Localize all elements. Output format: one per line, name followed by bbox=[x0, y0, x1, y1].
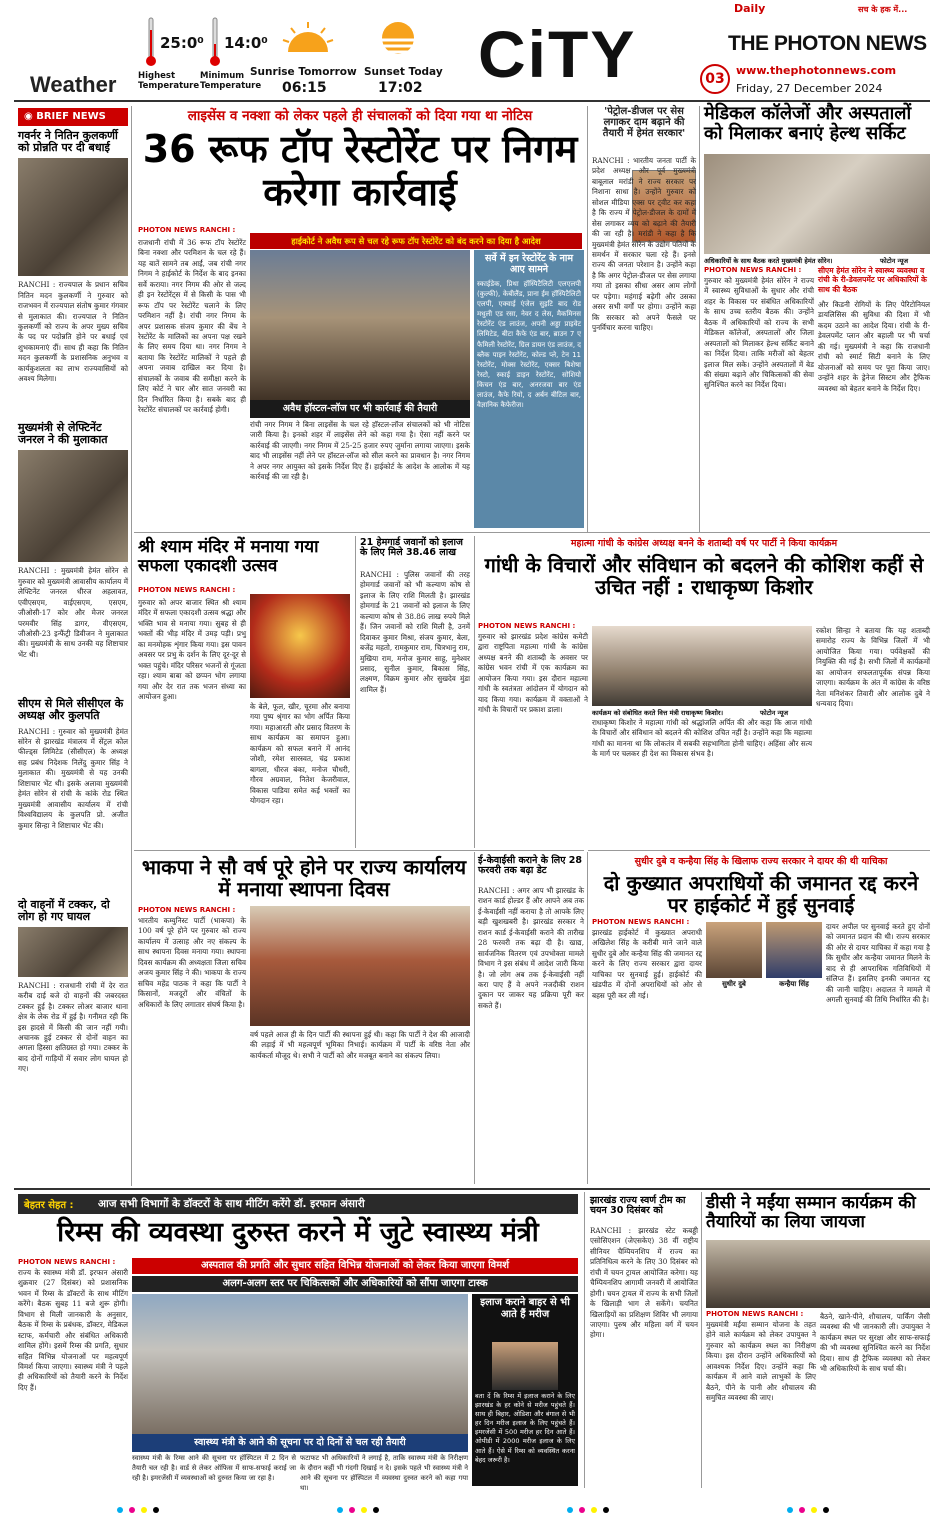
tagline: सच के हक में... bbox=[858, 5, 908, 14]
health-box bbox=[472, 1294, 578, 1486]
brief-photo bbox=[18, 450, 128, 562]
bhakpa-text: भारतीय कम्युनिस्ट पार्टी (भाकपा) के 100 वर्ष पूरे होने पर गुरुवार को राज्य कार्यालय में उत्साह और नए संकल्प के साथ स्थापना दिवस मनाया गया। स्थापना दिवस कार्यक्रम की अध्यक्षता जिला सचिव अजय कुमार सिंह ने की। भाकपा के राज्य सचिव महेंद्र पाठक ने कहा कि पार्टी ने किसानों, मजदूरों और वंचितों के अधिकारों के लिए लगातार संघर्ष किया है। bbox=[138, 916, 246, 1009]
lead-text-2: रांची नगर निगम ने बिना लाइसेंस के चल रहे हॉस्टल-लॉज संचालकों को भी नोटिस जारी किया है। इनको शहर में लाइसेंस लेने को कहा गया है। ऐसा नहीं करने पर कार्रवाई की जाएगी। नगर निगम में 25-25 हजार रुपए जुर्माना लगाया जाएगा। इसके बाद भी लाइसेंस नहीं लेने पर हॉस्टल-लॉज को सील करने का प्रावधान है। नगर निगम ने अपर नगर आयुक्त को इसके निर्देश दिए हैं। हाईकोर्ट के आदेश के आलोक में यह कार्रवाई की जा रही है। bbox=[250, 420, 470, 482]
shyam-text-2: के बेले, फूल, खीर, चूरमा और बनाया गया पुष्प श्रृंगार का भोग अर्पित किया गया। महाआरती और प्रसाद वितरण के साथ कार्यक्रम का समापन हुआ। कार्यक्रम को सफल बनाने में आनंद जोशी, रमेश सारस्वत, चंद्र प्रकाश बागला, धीरज बंका, मनोज चौधरी, गौरव अग्रवाल, नितेश केजरीवाल, विकास पाडिया समेत कई भक्तों का योगदान रहा। bbox=[250, 702, 350, 805]
header-divider bbox=[14, 100, 930, 102]
brief-text: RANCHI : गुरुवार को मुख्यमंत्री हेमंत सोरेन से झारखंड मंत्रालय में सेंट्रल कोल फील्ड्स लिमिटेड (सीसीएल) के अध्यक्ष सह प्रबंध निदेशक निलेंदु कुमार सिंह ने मुलाकात की। मुख्यमंत्री से यह उनकी शिष्टाचार भेंट थी। इसके अलावा मुख्यमंत्री हेमंत सोरेन से रांची के कांके रोड स्थित मुख्यमंत्री आवासीय कार्यालय में रांची विश्वविद्यालय के कुलपति प्रो. अजीत कुमार सिन्हा ने शिष्टाचार भेंट की। bbox=[18, 726, 128, 830]
court-byline: PHOTON NEWS RANCHI : bbox=[592, 918, 690, 926]
health-tag: बेहतर सेहत : bbox=[24, 1200, 74, 1211]
jawan-text: RANCHI : पुलिस जवानों की तरह होमगार्ड जवानों को भी कल्याण कोष से इलाज के लिए राशि मिलती है। झारखंड होमगार्ड के 21 जवानों को इलाज के लिए कल्याण कोष से 38.86 लाख रुपये मिले हैं। जिन जवानों को राशि मिली है, उनमें दिवाकर कुमार मिश्रा, संजय कुमार, बेला, बजेंद्र महतो, रामकुमार राम, चित्रभानु राम, मुखिया राम, मनोज कुमार साहू, मुनेश्वर प्रसाद, सुनील कुमार, बिकास सिंह, लक्ष्मण, विक्रम कुमार और सुखदेव मुंडा शामिल हैं। bbox=[360, 570, 470, 694]
sunset-icon bbox=[372, 18, 424, 54]
column-rule bbox=[587, 852, 588, 1184]
thermometer-low-icon bbox=[210, 18, 220, 68]
high-temp: 25:0⁰ bbox=[160, 34, 204, 52]
gandhi-text-2: राधाकृष्ण किशोर ने महात्मा गांधी को श्रद्धांजलि अर्पित की और कहा कि आज गांधी के विचारों और संविधान को बदलने की कोशिश उचित नहीं है। उन्होंने कहा कि महात्मा गांधी का मानना था कि लोकतंत्र में सबकी सहभागिता होनी चाहिए। अहिंसा और सत्य के मार्ग पर चलकर ही देश का विकास संभव है। bbox=[592, 718, 812, 759]
lead-sidebar bbox=[474, 250, 584, 528]
issue-date: Friday, 27 December 2024 bbox=[736, 82, 883, 95]
petrol-title: 'पेट्रोल-डीजल पर सेस लगाकर दाम बढ़ाने की तैयारी में हेमंत सरकार' bbox=[602, 106, 686, 139]
health-kicker: आज सभी विभागों के डॉक्टरों के साथ मीटिंग करेंगे डॉ. इरफान अंसारी bbox=[98, 1198, 365, 1210]
section-divider bbox=[134, 532, 930, 533]
dc-text: मुख्यमंत्री मईंया सम्मान योजना के तहत होने वाले कार्यक्रम को लेकर उपायुक्त ने गुरुवार को कार्यक्रम स्थल का निरीक्षण किया। इस दौरान उन्होंने अधिकारियों को आवश्यक निर्देश दिए। उन्होंने कहा कि कार्यक्रम में आने वाले लाभुकों के लिए बैठने, पीने के पानी और शौचालय की समुचित व्यवस्था की जाए। bbox=[706, 1320, 816, 1403]
column-rule bbox=[699, 106, 700, 532]
petrol-text: RANCHI : भारतीय जनता पार्टी के प्रदेश अध्यक्ष और पूर्व मुख्यमंत्री बाबूलाल मरांडी ने राज्य सरकार पर निशाना साधा है। उन्होंने गुरुवार को सोशल मीडिया एक्स पर ट्वीट कर कहा है कि राज्य में पेट्रोल-डीजल के दामों में सेस लगाकर व्यय को बढ़ाने की तैयारी की जा रही है। मरांडी ने कहा है कि मुख्यमंत्री हेमंत सोरेन के उद्योग पतियों के समर्थन में सरकार चला रहे हैं। इनसे राज्य की जनता परेशान है। उन्होंने कहा है कि अगर पेट्रोल-डीजल पर सेस लगाया गया तो इसका सीधा असर आम लोगों पर पड़ेगा। महंगाई बढ़ेगी और उसका असर सभी वर्गों पर होगा। उन्होंने कहा कि सरकार को अपने फैसले पर पुनर्विचार करना चाहिए। bbox=[592, 156, 696, 332]
lead-byline: PHOTON NEWS RANCHI : bbox=[138, 226, 236, 234]
court-text-2: दायर अपील पर सुनवाई करते हुए दोनों को जमानत प्रदान की थी। राज्य सरकार की ओर से दायर याचिका में कहा गया है कि सुधीर और कन्हैया जमानत मिलने के बाद से ही आपराधिक गतिविधियों में संलिप्त हैं। इसलिए इनकी जमानत रद्द की जानी चाहिए। अदालत ने मामले में अगली सुनवाई की तिथि निर्धारित की है। bbox=[826, 922, 930, 1005]
bhakpa-photo bbox=[250, 906, 470, 1026]
court-photo-2 bbox=[766, 922, 822, 978]
brief-news-label bbox=[18, 108, 128, 126]
jawan-title: 21 हेमगार्ड जवानों को इलाज के लिए मिले 38.46 लाख bbox=[360, 537, 463, 559]
page-number: 03 bbox=[700, 64, 730, 94]
sunrise-time: 06:15 bbox=[282, 80, 327, 96]
medical-title: मेडिकल कॉलेजों और अस्पतालों को मिलाकर बनाएं हेल्थ सर्किट bbox=[704, 103, 912, 144]
shyam-byline: PHOTON NEWS RANCHI : bbox=[138, 586, 236, 594]
court-title: दो कुख्यात अपराधियों की जमानत रद्द करने पर हाईकोर्ट में हुई सुनवाई bbox=[603, 871, 919, 917]
column-rule bbox=[355, 536, 356, 848]
lead-photo-caption: अवैध हॉस्टल-लॉज पर भी कार्रवाई की तैयारी bbox=[250, 400, 470, 418]
health-text-3: फटाफट भी अधिकारियों ने लगाई है, ताकि स्वास्थ्य मंत्री के निरीक्षण के दौरान कहीं भी गंदगी दिखाई न दे। इसके पहले भी स्वास्थ्य मंत्री ने आने की सूचना पर हॉस्पिटल में व्यवस्था दुरुस्त करने को कहा गया था। bbox=[300, 1454, 468, 1492]
lead-photo bbox=[250, 250, 470, 400]
lead-headline: 36 रूफ टॉप रेस्टोरेंट पर निगम करेगा कार्रवाई bbox=[142, 127, 578, 214]
court-photo-1 bbox=[706, 922, 762, 978]
brief-item bbox=[18, 128, 128, 1184]
health-byline: PHOTON NEWS RANCHI : bbox=[18, 1258, 116, 1266]
gandhi-photo-caption: कार्यक्रम को संबोधित करते वित्त मंत्री राधाकृष्ण किशोर। bbox=[592, 709, 724, 717]
kabaddi-text: RANCHI : झारखंड स्टेट कबड्डी एसोसिएशन (जेएसकेए) 38 वीं राष्ट्रीय सीनियर चैम्पियनशिप में राज्य का प्रतिनिधित्व करने के लिए 30 दिसंबर को रांची में चयन ट्रायल आयोजित करेगा। यह चैम्पियनशिप आगामी जनवरी में आयोजित होगी। चयन ट्रायल में राज्य के सभी जिलों के खिलाड़ी भाग ले सकेंगे। चयनित खिलाड़ियों का प्रशिक्षण शिविर भी लगाया जाएगा। पुरुष और महिला वर्ग में चयन होगा। bbox=[590, 1226, 698, 1340]
bhakpa-title: भाकपा ने सौ वर्ष पूरे होने पर राज्य कार्यालय में मनाया स्थापना दिवस bbox=[141, 855, 467, 901]
lead-banner: हाईकोर्ट ने अवैध रूप से चल रहे रूफ टॉप रेस्टोरेंट को बंद करने का दिया है आदेश bbox=[250, 233, 582, 249]
min-temp: 14:0⁰ bbox=[224, 34, 268, 52]
gandhi-photo bbox=[592, 626, 812, 706]
column-rule bbox=[131, 106, 132, 1186]
bhakpa-text-2: वर्ष पहले आज ही के दिन पार्टी की स्थापना हुई थी। कहा कि पार्टी ने देश की आजादी की लड़ाई में भी महत्वपूर्ण भूमिका निभाई। कार्यक्रम में पार्टी के वरिष्ठ नेता और कार्यकर्ता मौजूद थे। सभी ने पार्टी को और मजबूत बनाने का संकल्प लिया। bbox=[250, 1030, 470, 1060]
health-box-text: बता दें कि रिम्स में इलाज कराने के लिए झारखंड के हर कोने से मरीज पहुंचते हैं। साथ ही बिहार, ओडिशा और बंगाल से भी हर दिन मरीज इलाज के लिए पहुंचते हैं। इमरजेंसी में 500 मरीज हर दिन आते हैं। ओपीडी में 2000 मरीज इलाज के लिए आते हैं। ऐसे में रिम्स को व्यवस्थित करना बेहद जरूरी है। bbox=[475, 1392, 575, 1464]
medical-text: गुरुवार को मुख्यमंत्री हेमंत सोरेन ने राज्य में स्वास्थ्य सुविधाओं के सुधार और रांची शहर के विकास पर संबंधित अधिकारियों के साथ उच्च स्तरीय बैठक की। उन्होंने बैठक में अधिकारियों को राज्य के सभी मेडिकल कॉलेजों, अस्पतालों और जिला अस्पतालों को मिलाकर हेल्थ सर्किट बनाने का निर्देश दिया। ताकि मरीजों को बेहतर इलाज मिल सके। उन्होंने अस्पतालों में बेड की संख्या बढ़ाने और चिकित्सकों की सेवा सुनिश्चित करने का निर्देश दिया। bbox=[704, 276, 814, 390]
website-link[interactable]: www.thephotonnews.com bbox=[736, 64, 897, 77]
brief-photo bbox=[18, 927, 128, 977]
court-text: झारखंड हाईकोर्ट में कुख्यात अपराधी अखिलेश सिंह के करीबी माने जाने वाले सुधीर दुबे और कन्हैया सिंह की जमानत रद्द करने के लिए राज्य सरकार द्वारा दायर याचिका पर सुनवाई हुई। हाईकोर्ट की खंडपीठ में दोनों अपराधियों को ओर से बहस पूरी कर ली गई। bbox=[592, 928, 702, 1000]
health-box-photo bbox=[492, 1342, 558, 1390]
dc-photo bbox=[706, 1240, 930, 1308]
section-divider bbox=[14, 1188, 930, 1190]
column-rule bbox=[587, 106, 588, 532]
daily-label: Daily bbox=[734, 2, 766, 15]
health-photo bbox=[132, 1294, 468, 1434]
medical-byline: PHOTON NEWS RANCHI : bbox=[704, 266, 802, 274]
health-strip-2: अलग-अलग स्तर पर चिकित्सकों और अधिकारियों को सौंपा जाएगा टास्क bbox=[132, 1276, 578, 1292]
column-rule bbox=[701, 1192, 702, 1488]
health-text: राज्य के स्वास्थ्य मंत्री डॉ. इरफान अंसारी शुक्रवार (27 दिसंबर) को प्रशासनिक भवन में रिम्स के डॉक्टरों के साथ मीटिंग करेंगे। बैठक सुबह 11 बजे शुरू होगी। विभाग से मिली जानकारी के अनुसार, बैठक में रिम्स के प्रबंधक, डॉक्टर, मेडिकल स्टाफ, कर्मचारी और संबंधित अधिकारी शामिल होंगे। इसमें रिम्स की प्रगति, सुधार सहित विभिन्न योजनाओं पर महत्वपूर्ण विमर्श किया जाएगा। स्वास्थ्य मंत्री ने पहले ही अधिकारियों को तैयारी करने के निर्देश दिए हैं। bbox=[18, 1268, 128, 1392]
high-temp-label: Highest Temperature bbox=[138, 71, 200, 91]
health-title: रिम्स की व्यवस्था दुरुस्त करने में जुटे स्वास्थ्य मंत्री bbox=[57, 1217, 539, 1248]
thermometer-high-icon bbox=[146, 18, 156, 68]
medical-text-2: और किडनी रोगियों के लिए पेरिटोनियल डायलिसिस की सुविधा की दिशा में भी कदम उठाने का आदेश दिया। रांची के री-डेवलपमेंट प्लान और बहाली पर भी चर्चा की गई। मुख्यमंत्री ने कहा कि राजधानी रांची को स्मार्ट सिटी बनाने के लिए योजनाओं को समय पर पूरा किया जाए। उन्होंने शहर के ड्रेनेज सिस्टम और ट्रैफिक व्यवस्था को बेहतर बनाने के निर्देश दिए। bbox=[818, 300, 930, 393]
lead-sidebar-title: सर्वे में इन रेस्टोरेंट के नाम आए सामने bbox=[484, 253, 574, 276]
brief-text: RANCHI : राज्यपाल के प्रधान सचिव नितिन मदन कुलकर्णी ने गुरुवार को राजभवन में राज्यपाल संतोष कुमार गंगवार से मुलाकात की। राज्यपाल ने नितिन कुलकर्णी को राज्य के अपर मुख्य सचिव के पद पर पदोन्नति होने पर बधाई एवं शुभकामनाएं दीं। साथ ही कहा कि नितिन मदन कुलकर्णी के प्रशासनिक अनुभव व कार्यकुशलता का लाभ राज्यवासियों को अवश्य मिलेगा। bbox=[18, 280, 128, 384]
gandhi-kicker: महात्मा गांधी के कांग्रेस अध्यक्ष बनने के शताब्दी वर्ष पर पार्टी ने किया कार्यक्रम bbox=[570, 538, 838, 549]
gandhi-title: गांधी के विचारों और संविधान को बदलने की कोशिश कहीं से उचित नहीं : राधाकृष्ण किशोर bbox=[484, 553, 924, 599]
health-strip bbox=[18, 1194, 578, 1214]
brief-news-text: BRIEF NEWS bbox=[36, 111, 106, 122]
health-strip-1: अस्पताल की प्रगति और सुधार सहित विभिन्न योजनाओं को लेकर किया जाएगा विमर्श bbox=[132, 1258, 578, 1274]
dc-title: डीसी ने मईंया सम्मान कार्यक्रम की तैयारियों का लिया जायजा bbox=[706, 1193, 916, 1232]
section-divider bbox=[134, 850, 584, 851]
shyam-photo bbox=[250, 594, 350, 698]
sunrise-label: Sunrise Tomorrow bbox=[250, 66, 357, 78]
dc-text-2: बैठने, खाने-पीने, शौचालय, पार्किंग जैसी व्यवस्था की भी जानकारी ली। उपायुक्त ने कार्यक्रम स्थल पर सुरक्षा और साफ-सफाई की भी व्यवस्था सुनिश्चित करने का निर्देश दिया। साथ ही ट्रैफिक व्यवस्था को लेकर भी अधिकारियों के साथ चर्चा की। bbox=[820, 1312, 930, 1374]
print-marks bbox=[100, 1500, 845, 1510]
section-title: CiTY bbox=[478, 17, 637, 91]
shyam-title: श्री श्याम मंदिर में मनाया गया सफला एकादशी उत्सव bbox=[138, 537, 319, 576]
sunset-label: Sunset Today bbox=[364, 66, 443, 78]
court-kicker: सुधीर दुबे व कन्हैया सिंह के खिलाफ राज्य सरकार ने दायर की थी याचिका bbox=[634, 856, 888, 867]
dc-byline: PHOTON NEWS RANCHI : bbox=[706, 1310, 804, 1318]
medical-sub: सीएम हेमंत सोरेन ने स्वास्थ्य व्यवस्था व रांची के री-डेवलपमेंट पर अधिकारियों के साथ की बैठक bbox=[818, 266, 927, 294]
masthead bbox=[0, 0, 945, 100]
gandhi-text-3: रकोश सिन्हा ने बताया कि यह शताब्दी समारोह राज्य के विभिन्न जिलों में भी आयोजित किया गया। पर्यवेक्षकों की नियुक्ति की गई है। सभी जिलों में कार्यक्रमों का आयोजन सफलतापूर्वक संपन्न किया जाएगा। कार्यक्रम के अंत में कांग्रेस के वरिष्ठ नेता मनिशंकर तिवारी और आलोक दुबे ने धन्यवाद दिया। bbox=[816, 626, 930, 709]
ekyc-text: RANCHI : अगर आप भी झारखंड के राशन कार्ड होल्डर हैं और आपने अब तक ई-केवाईसी नहीं कराया है तो आपके लिए बड़ी खुशखबरी है। झारखंड सरकार ने राशन कार्ड ई-केवाईसी कराने की तारीख 28 फरवरी तक बढ़ा दी है। खाद्य, सार्वजनिक वितरण एवं उपभोक्ता मामले विभाग ने इस संबंध में आदेश जारी किया है। जो लोग अब तक ई-केवाईसी नहीं करा पाए हैं वे अपने नजदीकी राशन दुकान पर जाकर यह प्रक्रिया पूरी कर सकते हैं। bbox=[478, 886, 584, 1010]
medical-photo-credit: फोटोन न्यूज bbox=[880, 257, 909, 265]
gandhi-photo-credit: फोटोन न्यूज bbox=[760, 709, 789, 717]
sunrise-icon bbox=[283, 22, 333, 52]
shyam-text: गुरुवार को अपर बाजार स्थित श्री श्याम मंदिर में सफला एकादशी उत्सव श्रद्धा और भक्ति भाव से मनाया गया। सुबह से ही भक्तों की भीड़ मंदिर में उमड़ पड़ी। प्रभु का मनमोहक शृंगार किया गया। इस पावन अवसर पर प्रभु के दर्शन के लिए दूर-दूर से भक्त पहुंचे। मंदिर परिसर भजनों से गूंजता रहा। श्याम बाबा को छप्पन भोग लगाया गया और देर रात तक भजन संध्या का आयोजन हुआ। bbox=[138, 598, 246, 701]
lead-text: राजधानी रांची में 36 रूफ टॉप रेस्टोरेंट बिना नक्शा और परमिशन के चल रहे हैं। यह बातें सामने तब आईं, जब रांची नगर निगम ने हाईकोर्ट के निर्देश के बाद इनका सर्वे कराया। नगर निगम की ओर से जल्द ही इन रेस्टोरेंट्स में से किसी के पास भी रूफ टॉप पर रेस्टोरेंट चलाने के लिए परमिशन नहीं है। रांची नगर निगम के अपर प्रशासक संजय कुमार की बेंच ने रेस्टोरेंट के मालिकों का अपना पक्ष रखने के लिए समय दिया था। नगर निगम ने बताया कि रेस्टोरेंट मालिकों ने पहले ही अपना जवाब दाखिल कर दिया है। संचालकों के जवाब की समीक्षा करने के लिए कोर्ट ने चार और सात जनवरी का दिन निर्धारित किया है। सबके बाद ही रेस्टोरेंट संचालकों पर कार्रवाई होगी। bbox=[138, 238, 246, 414]
lead-kicker: लाइसेंस व नक्शा को लेकर पहले ही संचालकों को दिया गया था नोटिस bbox=[187, 108, 533, 124]
bhakpa-byline: PHOTON NEWS RANCHI : bbox=[138, 906, 236, 914]
brief-photo bbox=[18, 158, 128, 276]
column-rule bbox=[474, 852, 475, 1184]
brief-title: दो वाहनों में टक्कर, दो लोग हो गए घायल bbox=[18, 897, 110, 923]
brief-title: मुख्यमंत्री से लेफ्टिनेंट जनरल ने की मुलाकात bbox=[18, 421, 108, 447]
brief-title: सीएम से मिले सीसीएल के अध्यक्ष और कुलपति bbox=[18, 697, 124, 723]
kabaddi-title: झारखंड राज्य स्वर्ण टीम का चयन 30 दिसंबर को bbox=[590, 1195, 686, 1217]
min-temp-label: Minimum Temperature bbox=[200, 71, 262, 91]
sunset-time: 17:02 bbox=[378, 80, 423, 96]
gandhi-byline: PHOTON NEWS RANCHI : bbox=[478, 622, 576, 630]
medical-photo-caption: अधिकारियों के साथ बैठक करते मुख्यमंत्री हेमंत सोरेन। bbox=[704, 257, 833, 265]
health-photo-caption: स्वास्थ्य मंत्री के आने की सूचना पर दो दिनों से चल रही तैयारी bbox=[132, 1434, 468, 1452]
brief-text: RANCHI : मुख्यमंत्री हेमंत सोरेन से गुरुवार को मुख्यमंत्री आवासीय कार्यालय में लेफ्टिनेंट जनरल धीरज अहलावत, एवीएसएम, वाईएसएम, एसएम, जीओसी-17 कोर और मेजर जनरल परमवीर सिंह डागर, वीएसएम, जीओसी-23 इन्फैंट्री डिवीजन ने मुलाकात की। मुख्यमंत्री के साथ उनकी यह शिष्टाचार भेंट थी। bbox=[18, 566, 128, 659]
brief-text: RANCHI : राजधानी रांची में देर रात करीब दाई बजे दो वाहनों की जबरदस्त टक्कर हुई है। टक्कर लोअर बाजार थाना क्षेत्र के लेक रोड में हुई है। गनीमत रही कि इस हादसे में किसी की जान नहीं गयी। अचानक हुई टक्कर से दोनों वाहन का अगला हिस्सा क्षतिग्रस्त हो गया। टक्कर के बाद दोनों गाड़ियों में सवार लोग घायल हो गए। bbox=[18, 980, 128, 1074]
column-rule bbox=[474, 536, 475, 848]
brief-news-icon: ◉ bbox=[24, 111, 37, 122]
section-divider bbox=[588, 850, 930, 851]
brief-title: गवर्नर ने नितिन कुलकर्णी को प्रोन्नति पर दी बधाई bbox=[18, 129, 118, 155]
health-text-2: स्वास्थ्य मंत्री के रिम्स आने की सूचना पर हॉस्पिटल में 2 दिन से तैयारी चल रही है। वार्ड से लेकर ऑफिस में साफ-सफाई कराई जा रही है। इमरजेंसी में व्यवस्थाओं को दुरुस्त किया जा रहा है। bbox=[132, 1454, 296, 1482]
brand-name: THE PHOTON NEWS bbox=[728, 32, 927, 55]
health-box-title: इलाज कराने बाहर से भी आते हैं मरीज bbox=[480, 1297, 570, 1320]
lead-sidebar-text: स्काईडेक, प्रिथा हॉस्पिटैलिटी एलएलपी (कुल्फी), केबीलैंड, प्राना ईम हॉस्पिटैलिटी एलपी, एक्वाई एंजेल सुइटि बाद रोड मधुली एड रसा, नेवर द लेस, मैकमिनस रेस्टोरेंट एंड लाउंज, अपनी अड्डा प्राइवेट लिमिटेड, बीटा कैफे एंड बार, ब्राउन 7 ए फैमिली रेस्टोरेंट, ग्रिल डायन एंड लाउंज, द ब्लैक पाइन रेस्टोरेंट, कोल्ड प्ले, टेन 11 रेस्टोरेंट, मोक्स रेस्टोरेंट, एक्सर बिशेषा रेस्टो, स्काई डाइन रेस्टोरेंट, सोशियो किचन एंड बार, अनरजवा बार एंड लाउंज, कैफे रियो, द अर्बन बीटिल बार, वैज्ञानिक कैफेरीज। bbox=[477, 279, 582, 410]
court-name-2: कन्हैया सिंह bbox=[779, 980, 809, 988]
court-name-1: सुधीर दुबे bbox=[722, 980, 746, 988]
weather-label: Weather bbox=[30, 72, 117, 97]
ekyc-title: ई-केवाईसी कराने के लिए 28 फरवरी तक बढ़ा डेट bbox=[478, 855, 583, 877]
gandhi-text: गुरुवार को झारखंड प्रदेश कांग्रेस कमेटी द्वारा राष्ट्रपिता महात्मा गांधी के कांग्रेस अध्यक्ष बनने की शताब्दी के अवसर पर कांग्रेस भवन रांची में एक कार्यक्रम का आयोजन किया गया। इस दौरान महात्मा गांधी के स्वतंत्रता आंदोलन में योगदान को याद किया गया। कार्यक्रम में वक्ताओं ने गांधी के विचारों पर प्रकाश डाला। bbox=[478, 632, 588, 715]
column-rule bbox=[584, 1192, 585, 1488]
medical-photo bbox=[704, 154, 930, 254]
